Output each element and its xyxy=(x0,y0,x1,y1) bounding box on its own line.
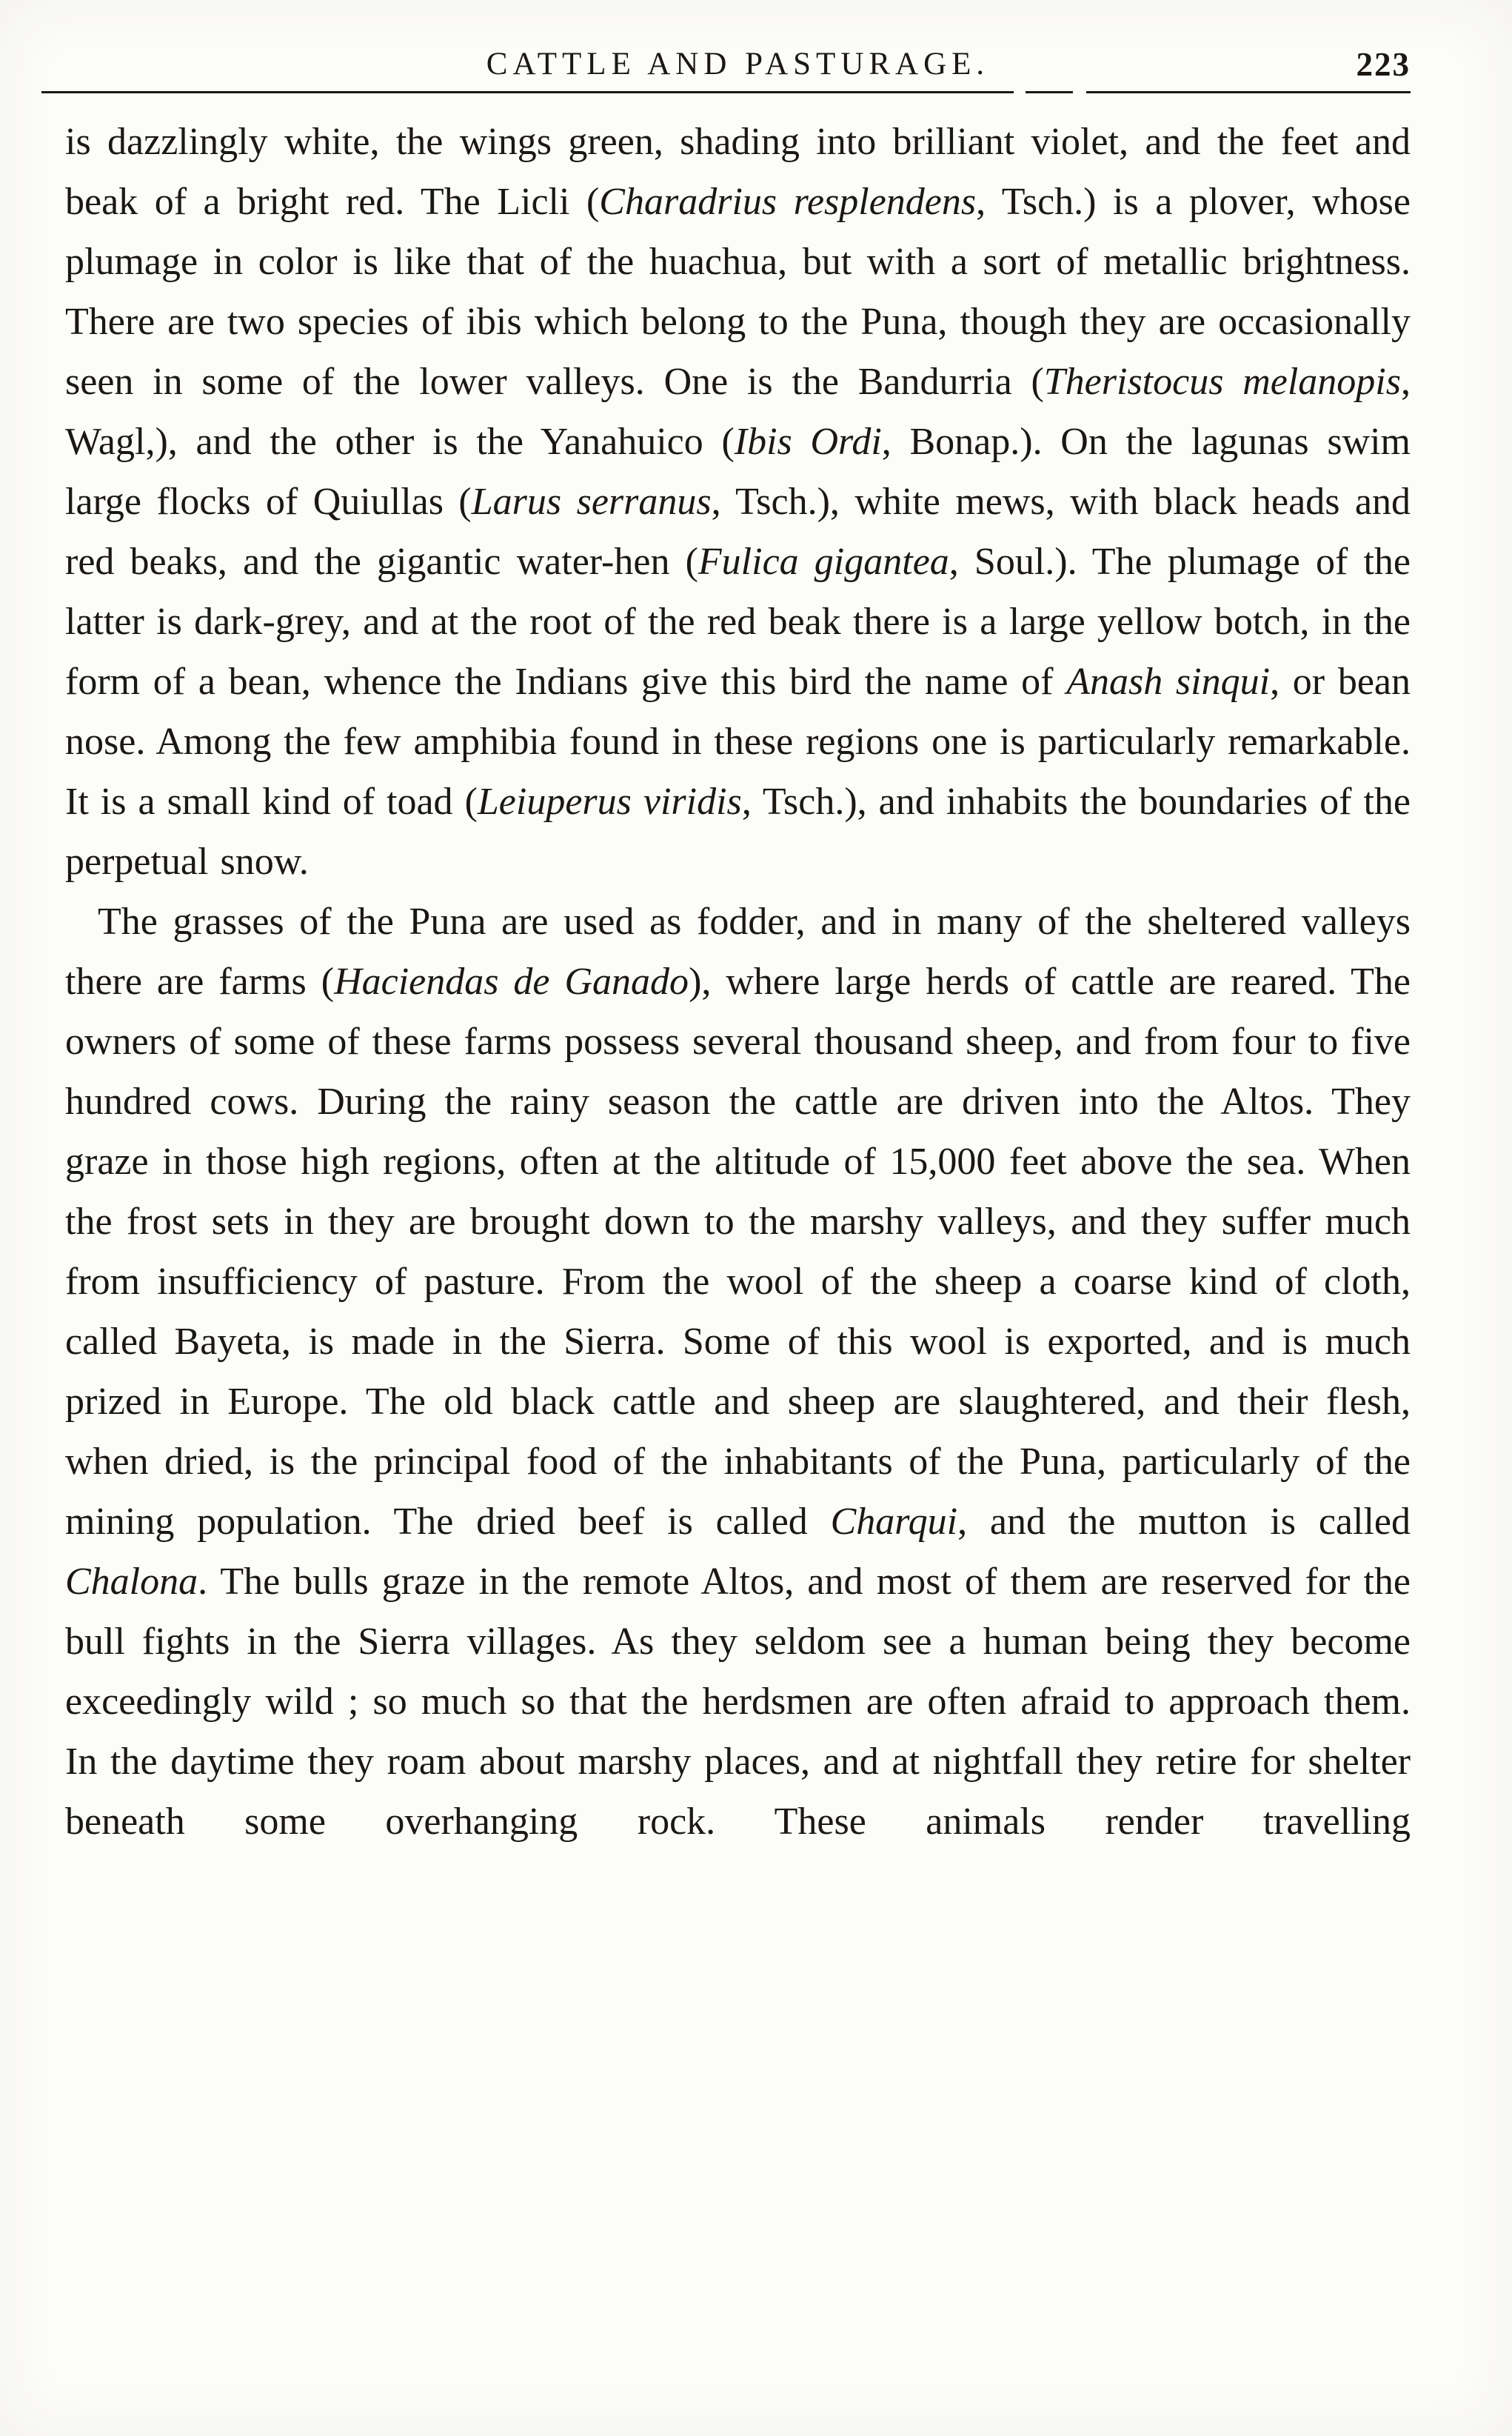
italic-text-run: Theristocus melanopis xyxy=(1043,361,1401,403)
text-run: , Soul.). The plumage of the latter is dark-grey, and at the root of the red beak there is a large yellow botch, in the form of a bean, whence the Indians give this bird the name of xyxy=(65,541,1411,703)
italic-text-run: Haciendas de Ganado xyxy=(334,961,689,1003)
text-run: , Tsch.), and inhabits the boundaries of the perpetual snow. xyxy=(65,781,1411,883)
text-run: The grasses of the Puna are used as fodder, and in many of the sheltered valleys there are farms ( xyxy=(65,901,1411,1003)
page-header xyxy=(65,41,1411,87)
text-run: ), where large herds of cattle are reared. The owners of some of these farms possess several thousand sheep, and from four to five hundred cows. During the rainy season the cattle are driven into the Altos. They graze in those high regions, often at the altitude of 15,000 feet above the sea. When the frost sets in they are brought down to the marshy valleys, and they suffer much from insufficiency of pasture. From the wool of the sheep a coarse kind of cloth, called Bayeta, is made in the Sierra. Some of this wool is exported, and is much prized in Europe. The old black cattle and sheep are slaughtered, and their flesh, when dried, is the principal food of the inhabitants of the Puna, particularly of the mining population. The dried beef is called xyxy=(65,961,1411,1543)
italic-text-run: Fulica gigantea xyxy=(698,541,949,583)
header-rule xyxy=(41,90,1411,94)
italic-text-run: Anash sinqui xyxy=(1066,661,1271,703)
rule-segment xyxy=(41,91,1014,93)
italic-text-run: Larus serranus xyxy=(471,481,712,523)
text-run: , Tsch.), white mews, with black heads and red beaks, and the gigantic water-hen ( xyxy=(65,481,1411,583)
italic-text-run: Chalona xyxy=(65,1561,198,1603)
text-run: , Tsch.) is a plover, whose plumage in color is like that of the huachua, but with a sort of metallic brightness. There are two species of ibis which belong to the Puna, though they are occasionally seen in some of the lower valleys. One is the Bandurria ( xyxy=(65,181,1411,403)
paragraph xyxy=(65,892,1411,1852)
running-title: CATTLE AND PASTURAGE. xyxy=(486,47,990,81)
paragraph xyxy=(65,112,1411,892)
text-run: , or bean nose. Among the few amphibia found in these regions one is particularly remarkable. It is a small kind of toad ( xyxy=(65,661,1411,823)
page-number: 223 xyxy=(1356,46,1411,83)
body-text xyxy=(65,112,1411,1852)
text-run: , Bonap.). On the lagunas swim large flocks of Quiullas ( xyxy=(65,421,1411,523)
rule-segment xyxy=(1086,91,1411,93)
italic-text-run: Leiuperus viridis xyxy=(477,781,742,823)
italic-text-run: Charqui xyxy=(830,1501,958,1543)
text-run: , and the mutton is called xyxy=(957,1501,1411,1543)
text-run: . The bulls graze in the remote Altos, and most of them are reserved for the bull fights in the Sierra villages. As they seldom see a human being they become exceedingly wild ; so much so that the herdsmen are often afraid to approach them. In the daytime they roam about marshy places, and at nightfall they retire for shelter beneath some overhanging rock. These animals render travelling xyxy=(65,1561,1411,1843)
text-run: is dazzlingly white, the wings green, shading into brilliant violet, and the feet and beak of a bright red. The Licli ( xyxy=(65,121,1411,223)
italic-text-run: Charadrius resplendens xyxy=(599,181,977,223)
rule-segment xyxy=(1026,91,1074,93)
text-run: , Wagl,), and the other is the Yanahuico ( xyxy=(65,361,1411,463)
italic-text-run: Ibis Ordi xyxy=(734,421,882,463)
